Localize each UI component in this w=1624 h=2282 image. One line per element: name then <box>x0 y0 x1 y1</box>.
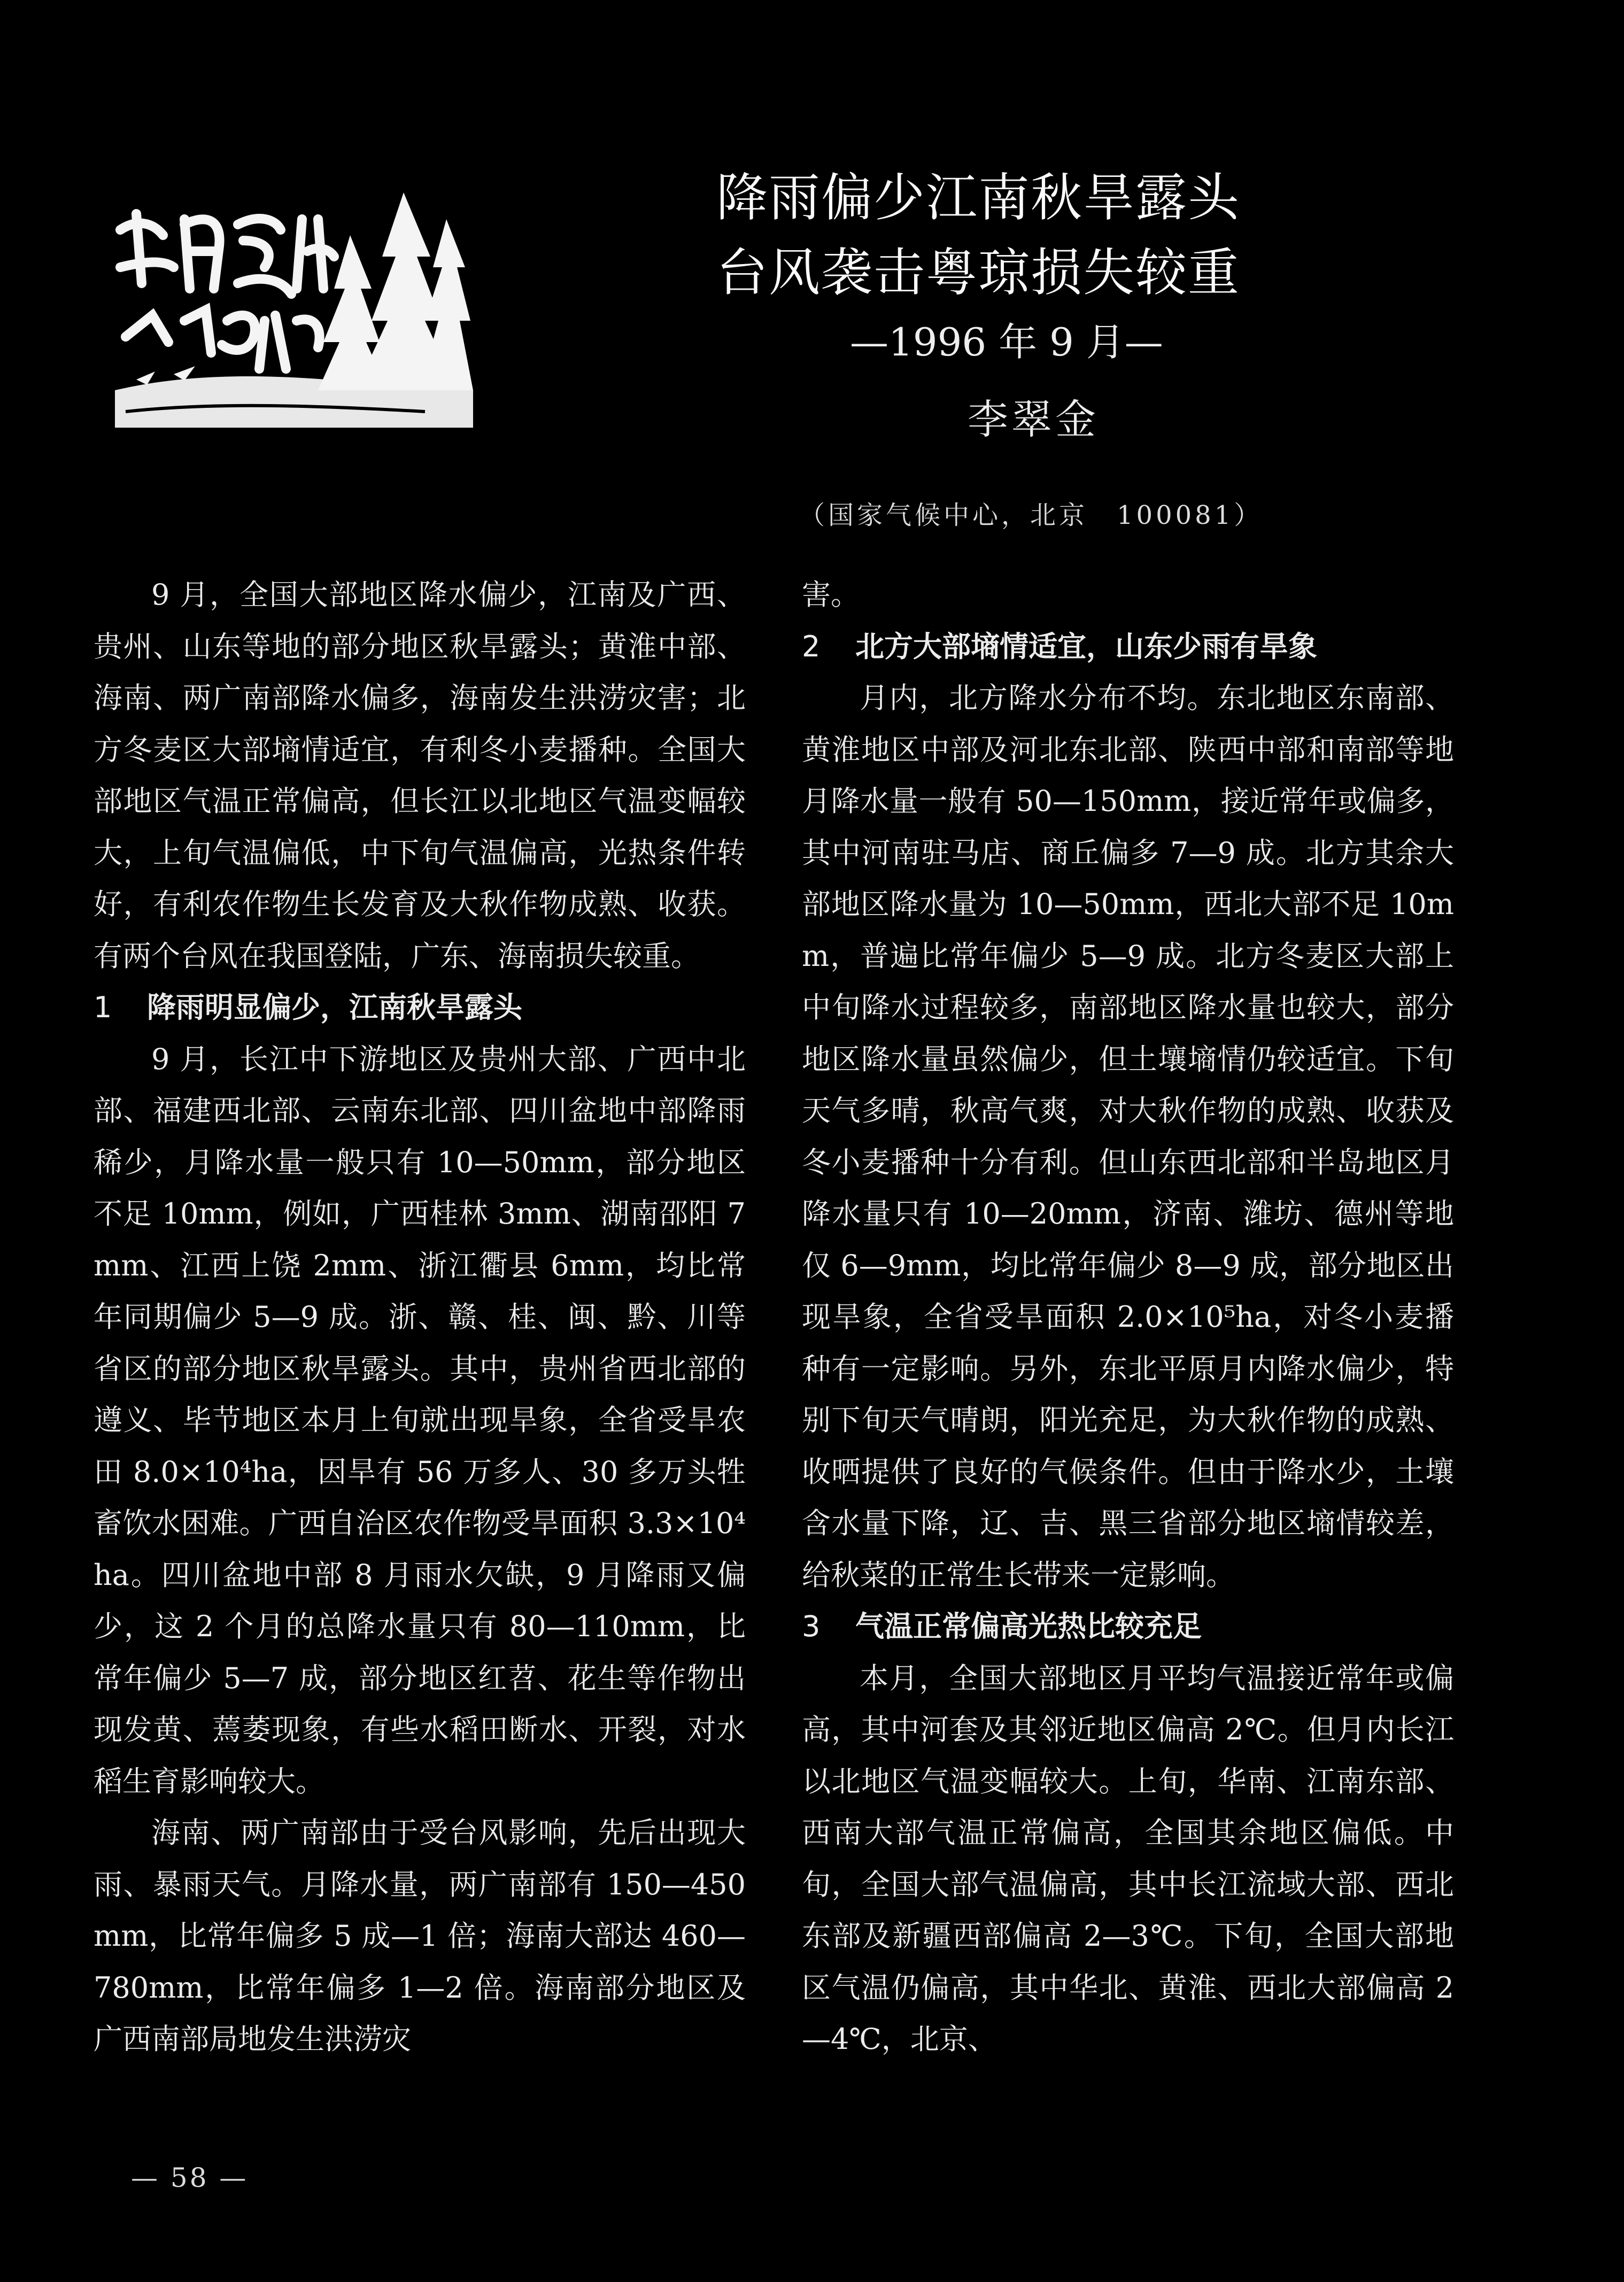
section-3-heading <box>802 1601 1454 1653</box>
intro-paragraph: 9 月，全国大部地区降水偏少，江南及广西、贵州、山东等地的部分地区秋旱露头；黄淮中部、海南、两广南部降水偏多，海南发生洪涝灾害；北方冬麦区大部墒情适宜，有利冬小麦播种。全国大部地区气温正常偏高，但长江以北地区气温变幅较大，上旬气温偏低，中下旬气温偏高，光热条件转好，有利农作物生长发育及大秋作物成熟、收获。有两个台风在我国登陆，广东、海南损失较重。 <box>94 578 746 973</box>
author-affiliation: （国家气候中心，北京 100081） <box>799 500 1263 530</box>
section-1-number: 1 <box>94 991 112 1024</box>
section-1-title: 降雨明显偏少，江南秋旱露头 <box>147 991 522 1024</box>
right-text-column <box>802 569 1454 2066</box>
section-2-paragraph: 月内，北方降水分布不均。东北地区东南部、黄淮地区中部及河北东北部、陕西中部和南部等地月降水量一般有 50—150mm，接近常年或偏多，其中河南驻马店、商丘偏多 7—9 成。北方其余大部地区降水量为 10—50mm，西北大部不足 10mm，普遍比常年偏少 5—9 成。北方冬麦区大部上中旬降水过程较多，南部地区降水量也较大，部分地区降水量虽然偏少，但土壤墒情仍较适宜。下旬天气多晴，秋高气爽，对大秋作物的成熟、收获及冬小麦播种十分有利。但山东西北部和半岛地区月降水量只有 10—20mm，济南、潍坊、德州等地仅 6—9mm，均比常年偏少 8—9 成，部分地区出现旱象，全省受旱面积 2.0×10⁵ha，对冬小麦播种有一定影响。另外，东北平原月内降水偏少，特别下旬天气晴朗，阳光充足，为大秋作物的成熟、收晒提供了良好的气候条件。但由于降水少，土壤含水量下降，辽、吉、黑三省部分地区墒情较差，给秋菜的正常生长带来一定影响。 <box>802 681 1454 1592</box>
section-3-number: 3 <box>802 1610 821 1643</box>
section-1-paragraph-2: 海南、两广南部由于受台风影响，先后出现大雨、暴雨天气。月降水量，两广南部有 150—450mm，比常年偏多 5 成—1 倍；海南大部达 460—780mm，比常年偏多 1—2 倍。海南部分地区及广西南部局地发生洪涝灾 <box>94 1816 746 2056</box>
section-1-paragraph-1: 9 月，长江中下游地区及贵州大部、广西中北部、福建西北部、云南东北部、四川盆地中部降雨稀少，月降水量一般只有 10—50mm，部分地区不足 10mm，例如，广西桂林 3mm、湖南邵阳 7mm、江西上饶 2mm、浙江衢县 6mm，均比常年同期偏少 5—9 成。浙、赣、桂、闽、黔、川等省区的部分地区秋旱露头。其中，贵州省西北部的遵义、毕节地区本月上旬就出现旱象，全省受旱农田 8.0×10⁴ha，因旱有 56 万多人、30 多万头牲畜饮水困难。广西自治区农作物受旱面积 3.3×10⁴ha。四川盆地中部 8 月雨水欠缺，9 月降雨又偏少，这 2 个月的总降水量只有 80—110mm，比常年偏少 5—7 成，部分地区红苕、花生等作物出现发黄、蔫萎现象，有些水稻田断水、开裂，对水稻生育影响较大。 <box>94 1042 746 1798</box>
section-2-title: 北方大部墒情适宜，山东少雨有旱象 <box>855 629 1317 663</box>
section-3-paragraph: 本月，全国大部地区月平均气温接近常年或偏高，其中河套及其邻近地区偏高 2℃。但月内长江以北地区气温变幅较大。上旬，华南、江南东部、西南大部气温正常偏高，全国其余地区偏低。中旬，全国大部气温偏高，其中长江流域大部、西北东部及新疆西部偏高 2—3℃。下旬，全国大部地区气温仍偏高，其中华北、黄淮、西北大部偏高 2—4℃，北京、 <box>802 1661 1454 2056</box>
continuation-text: 害。 <box>802 578 860 612</box>
section-3-title: 气温正常偏高光热比较充足 <box>855 1610 1202 1643</box>
section-1-heading <box>94 982 746 1034</box>
author-name: 李翠金 <box>968 396 1099 443</box>
column-masthead-logo <box>104 160 478 438</box>
page-number: — 58 — <box>131 2162 249 2193</box>
article-date-subtitle: —1996 年 9 月— <box>850 320 1163 365</box>
article-title-block <box>716 160 1411 449</box>
article-title-line-2: 台风袭击粤琼损失较重 <box>716 243 1240 303</box>
section-2-heading <box>802 621 1454 673</box>
article-title-line-1: 降雨偏少江南秋旱露头 <box>716 168 1240 228</box>
left-text-column <box>94 569 746 2066</box>
section-2-number: 2 <box>802 629 821 663</box>
